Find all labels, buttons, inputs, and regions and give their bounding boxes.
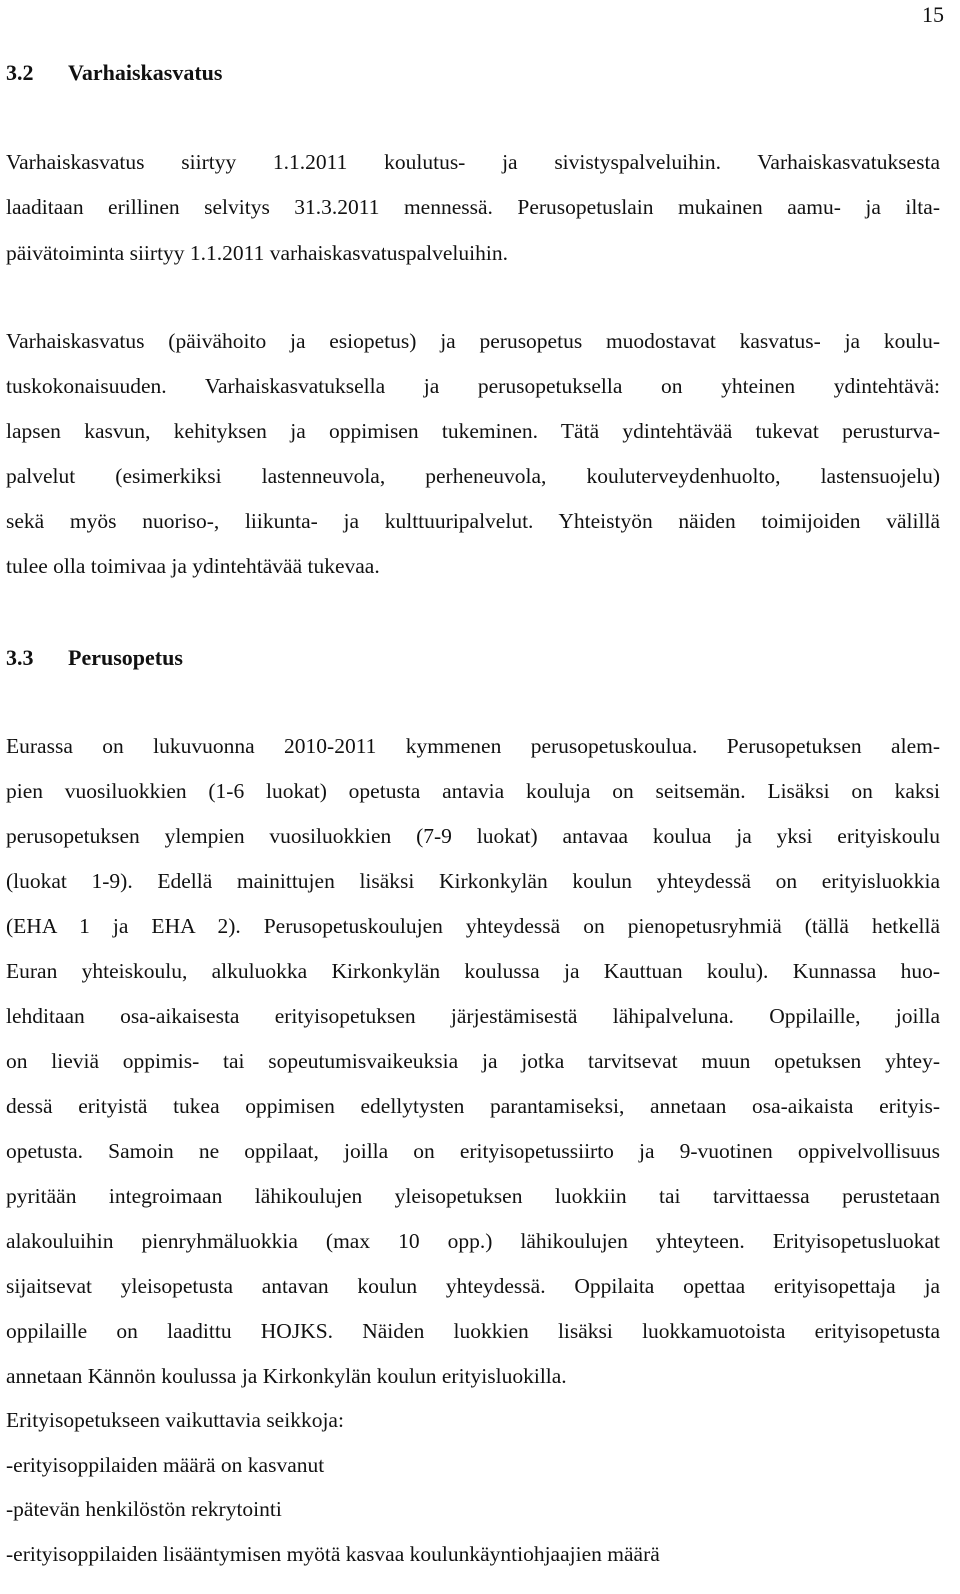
paragraph-line: pien vuosiluokkien (1-6 luokat) opetusta antavia kouluja on seitsemän. Lisäksi on kaksi (6, 779, 940, 803)
paragraph-line: sijaitsevat yleisopetusta antavan koulun yhteydessä. Oppilaita opettaa erityisopettaja ja (6, 1274, 940, 1298)
list-item: -pätevän henkilöstön rekrytointi (6, 1497, 282, 1521)
paragraph-line: tulee olla toimivaa ja ydintehtävää tukevaa. (6, 554, 380, 578)
section-heading-varhaiskasvatus (6, 60, 222, 86)
paragraph-line: Varhaiskasvatus (päivähoito ja esiopetus) ja perusopetus muodostavat kasvatus- ja koulu- (6, 329, 940, 353)
paragraph-line: Euran yhteiskoulu, alkuluokka Kirkonkylän koulussa ja Kauttuan koulu). Kunnassa huo- (6, 959, 940, 983)
paragraph-line: tuskokonaisuuden. Varhaiskasvatuksella ja perusopetuksella on yhteinen ydintehtävä: (6, 374, 940, 398)
paragraph-line: (luokat 1-9). Edellä mainittujen lisäksi Kirkonkylän koulun yhteydessä on erityisluokkia (6, 869, 940, 893)
paragraph-line: Eurassa on lukuvuonna 2010-2011 kymmenen perusopetuskoulua. Perusopetuksen alem- (6, 734, 940, 758)
list-item: -erityisoppilaiden lisääntymisen myötä kasvaa koulunkäyntiohjaajien määrä (6, 1542, 660, 1566)
section-number: 3.2 (6, 60, 34, 85)
paragraph-line: opetusta. Samoin ne oppilaat, joilla on erityisopetussiirto ja 9-vuotinen oppivelvollisuus (6, 1139, 940, 1163)
paragraph-line: oppilaille on laadittu HOJKS. Näiden luokkien lisäksi luokkamuotoista erityisopetusta (6, 1319, 940, 1343)
list-item: -erityisoppilaiden määrä on kasvanut (6, 1453, 325, 1477)
paragraph-line: pyritään integroimaan lähikoulujen yleisopetuksen luokkiin tai tarvittaessa perustetaan (6, 1184, 940, 1208)
paragraph-line: perusopetuksen ylempien vuosiluokkien (7-9 luokat) antavaa koulua ja yksi erityiskoulu (6, 824, 940, 848)
section-number: 3.3 (6, 645, 34, 670)
section-heading-perusopetus (6, 645, 183, 671)
paragraph-line: lapsen kasvun, kehityksen ja oppimisen tukeminen. Tätä ydintehtävää tukevat perusturva- (6, 419, 940, 443)
paragraph-line: päivätoiminta siirtyy 1.1.2011 varhaiskasvatuspalveluihin. (6, 241, 508, 265)
page-number: 15 (922, 2, 944, 27)
paragraph-line: laaditaan erillinen selvitys 31.3.2011 mennessä. Perusopetuslain mukainen aamu- ja ilta- (6, 195, 940, 219)
paragraph-line: Varhaiskasvatus siirtyy 1.1.2011 koulutus- ja sivistyspalveluihin. Varhaiskasvatuksesta (6, 150, 940, 174)
paragraph-line: palvelut (esimerkiksi lastenneuvola, perheneuvola, kouluterveydenhuolto, lastensuojelu) (6, 464, 940, 488)
paragraph-line: sekä myös nuoriso-, liikunta- ja kulttuuripalvelut. Yhteistyön näiden toimijoiden välillä (6, 509, 940, 533)
paragraph-line: lehditaan osa-aikaisesta erityisopetuksen järjestämisestä lähipalveluna. Oppilaille, joilla (6, 1004, 940, 1028)
paragraph-line: alakouluihin pienryhmäluokkia (max 10 opp.) lähikoulujen yhteyteen. Erityisopetusluokat (6, 1229, 940, 1253)
paragraph-line: dessä erityistä tukea oppimisen edellytysten parantamiseksi, annetaan osa-aikaista erityis- (6, 1094, 940, 1118)
section-title: Varhaiskasvatus (68, 60, 223, 85)
section-title: Perusopetus (68, 645, 183, 670)
paragraph-line: annetaan Kännön koulussa ja Kirkonkylän koulun erityisluokilla. (6, 1364, 567, 1388)
list-intro: Erityisopetukseen vaikuttavia seikkoja: (6, 1408, 344, 1432)
paragraph-line: (EHA 1 ja EHA 2). Perusopetuskoulujen yhteydessä on pienopetusryhmiä (tällä hetkellä (6, 914, 940, 938)
paragraph-line: on lieviä oppimis- tai sopeutumisvaikeuksia ja jotka tarvitsevat muun opetuksen yhtey- (6, 1049, 940, 1073)
